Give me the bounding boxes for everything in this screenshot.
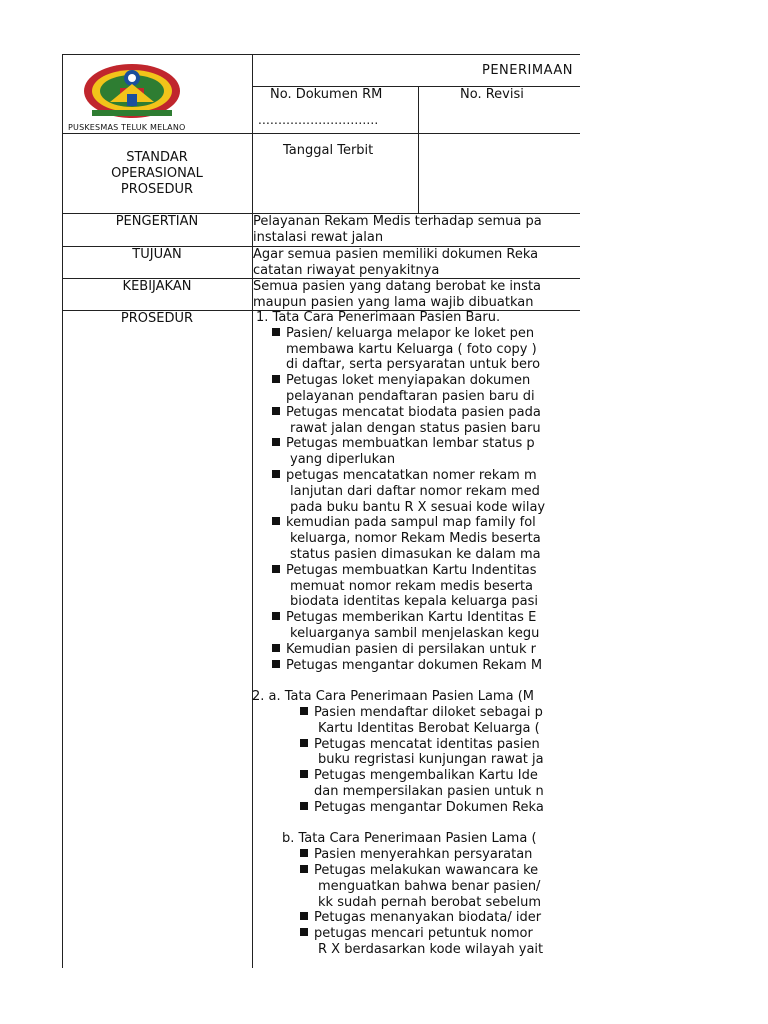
revision-label: No. Revisi [460, 87, 524, 102]
procedure-text: Petugas melakukan wawancara ke [314, 863, 539, 878]
procedure-line [282, 831, 537, 847]
procedure-bullet-item [272, 436, 535, 452]
bullet-square-icon [300, 707, 308, 715]
procedure-text: Kemudian pasien di persilakan untuk r [286, 641, 536, 657]
bullet-square-icon [272, 612, 280, 620]
tujuan-line: Agar semua pasien memiliki dokumen Reka [253, 247, 539, 262]
procedure-line [286, 389, 535, 405]
tujuan-line: catatan riwayat penyakitnya [253, 263, 440, 278]
procedure-text: di daftar, serta persyaratan untuk bero [286, 357, 541, 373]
procedure-line [318, 879, 540, 895]
procedure-text: Petugas mencatat identitas pasien [314, 736, 540, 752]
puskesmas-emblem-icon [80, 60, 184, 122]
procedure-line [290, 421, 541, 437]
procedure-text: petugas mencari petuntuk nomor [314, 926, 533, 942]
bullet-square-icon [300, 802, 308, 810]
procedure-line [318, 752, 544, 768]
tujuan-content [253, 247, 580, 279]
procedure-text: biodata identitas kepala keluarga pasi [290, 594, 538, 610]
procedure-text: Pasien/ keluarga melapor ke loket pen [286, 325, 535, 341]
bullet-square-icon [300, 912, 308, 920]
procedure-bullet-item [272, 658, 542, 674]
kebijakan-label: KEBIJAKAN [122, 279, 192, 294]
procedure-line [290, 500, 545, 516]
procedure-bullet-item [300, 926, 533, 942]
procedure-bullet-item [272, 405, 541, 421]
pengertian-line: Pelayanan Rekam Medis terhadap semua pa [253, 214, 542, 229]
sop-label-line: PROSEDUR [120, 182, 194, 197]
procedure-line [318, 721, 540, 737]
procedure-bullet-item [300, 737, 540, 753]
procedure-text: b. Tata Cara Penerimaan Pasien Lama ( [282, 831, 537, 847]
doc-revision-divider [418, 86, 419, 213]
procedure-text: petugas mencatatkan nomer rekam m [286, 468, 537, 483]
procedure-text: Kartu Identitas Berobat Keluarga ( [318, 720, 540, 736]
procedure-text: Petugas loket menyiapakan dokumen [286, 373, 531, 389]
sop-label-line: STANDAR [126, 150, 188, 165]
procedure-line [318, 942, 543, 958]
procedure-bullet-item [272, 373, 530, 389]
procedure-text: pada buku bantu R X sesuai kode wilay [290, 499, 546, 515]
procedure-text: 2. a. Tata Cara Penerimaan Pasien Lama (M [252, 689, 534, 705]
logo-caption: PUSKESMAS TELUK MELANO [68, 123, 186, 132]
procedure-text: keluarga, nomor Rekam Medis beserta [290, 531, 541, 547]
procedure-bullet-item [272, 563, 537, 579]
pengertian-line: instalasi rewat jalan [253, 230, 384, 245]
document-title: PENERIMAAN [482, 63, 573, 78]
procedure-text: 1. Tata Cara Penerimaan Pasien Baru. [256, 310, 501, 325]
procedure-line [290, 484, 540, 500]
procedure-line [286, 357, 540, 373]
header-row-divider [62, 133, 580, 134]
procedure-text: Pasien menyerahkan persyaratan [314, 847, 533, 863]
kebijakan-line: maupun pasien yang lama wajib dibuatkan [253, 295, 534, 310]
bullet-square-icon [272, 407, 280, 415]
procedure-text: memuat nomor rekam medis beserta [290, 578, 534, 594]
procedure-text: kemudian pada sampul map family fol [286, 515, 536, 531]
issue-date-label: Tanggal Terbit [283, 143, 374, 158]
prosedur-label: PROSEDUR [120, 311, 194, 326]
procedure-list [252, 310, 582, 1010]
procedure-bullet-item [300, 800, 544, 816]
bullet-square-icon [272, 470, 280, 478]
procedure-bullet-item [300, 705, 543, 721]
procedure-line [318, 895, 541, 911]
procedure-bullet-item [300, 847, 532, 863]
procedure-text: menguatkan bahwa benar pasien/ [318, 878, 541, 894]
procedure-bullet-item [272, 468, 537, 484]
bullet-square-icon [300, 770, 308, 778]
procedure-line [314, 784, 544, 800]
doc-number-value: .............................. [258, 113, 379, 127]
procedure-line [256, 310, 500, 326]
procedure-text: keluarganya sambil menjelaskan kegu [290, 626, 540, 641]
procedure-text: lanjutan dari daftar nomor rekam med [290, 483, 540, 499]
procedure-text: dan mempersilakan pasien untuk n [314, 784, 544, 799]
bullet-square-icon [272, 644, 280, 652]
procedure-line [290, 594, 538, 610]
procedure-bullet-item [300, 910, 541, 926]
procedure-bullet-item [272, 326, 534, 342]
procedure-line [290, 579, 533, 595]
procedure-line [290, 531, 541, 547]
bullet-square-icon [272, 565, 280, 573]
procedure-text: Petugas mencatat biodata pasien pada [286, 404, 541, 420]
procedure-line [252, 689, 534, 705]
procedure-text: buku regristasi kunjungan rawat ja [318, 752, 544, 768]
procedure-text: Petugas menanyakan biodata/ ider [314, 910, 542, 926]
pengertian-label: PENGERTIAN [115, 214, 199, 229]
bullet-square-icon [300, 739, 308, 747]
kebijakan-content [253, 279, 580, 311]
procedure-bullet-item [272, 610, 536, 626]
procedure-line [290, 626, 539, 642]
procedure-text: Petugas memberikan Kartu Identitas E [286, 610, 537, 626]
bullet-square-icon [272, 660, 280, 668]
pengertian-content [253, 214, 580, 246]
procedure-text: pelayanan pendaftaran pasien baru di [286, 389, 535, 404]
procedure-line [286, 342, 537, 358]
procedure-text: Petugas membuatkan lembar status p [286, 436, 535, 452]
procedure-text: Petugas mengantar Dokumen Reka [314, 799, 544, 815]
bullet-square-icon [300, 849, 308, 857]
table-top-border [62, 54, 580, 55]
procedure-bullet-item [300, 768, 538, 784]
procedure-bullet-item [272, 642, 536, 658]
procedure-text: kk sudah pernah berobat sebelum [318, 894, 541, 910]
bullet-square-icon [300, 928, 308, 936]
procedure-text: membawa kartu Keluarga ( foto copy ) [286, 341, 537, 357]
bullet-square-icon [300, 865, 308, 873]
procedure-text: Petugas membuatkan Kartu Indentitas [286, 562, 537, 578]
bullet-square-icon [272, 438, 280, 446]
procedure-bullet-item [272, 515, 536, 531]
procedure-line [290, 547, 541, 563]
bullet-square-icon [272, 517, 280, 525]
bullet-square-icon [272, 328, 280, 336]
procedure-text: Petugas mengantar dokumen Rekam M [286, 657, 543, 673]
tujuan-label: TUJUAN [132, 247, 182, 262]
sop-label-line: OPERASIONAL [111, 166, 203, 181]
procedure-text: R X berdasarkan kode wilayah yait [318, 942, 544, 957]
bullet-square-icon [272, 375, 280, 383]
procedure-text: rawat jalan dengan status pasien baru [290, 420, 541, 436]
procedure-text: yang diperlukan [290, 452, 396, 468]
kebijakan-line: Semua pasien yang datang berobat ke insta [253, 279, 542, 294]
procedure-text: status pasien dimasukan ke dalam ma [290, 547, 541, 562]
procedure-bullet-item [300, 863, 538, 879]
procedure-line [290, 452, 395, 468]
doc-number-label: No. Dokumen RM [270, 87, 383, 102]
procedure-text: Petugas mengembalikan Kartu Ide [314, 768, 538, 784]
sop-label [62, 150, 252, 198]
procedure-text: Pasien mendaftar diloket sebagai p [314, 705, 543, 720]
